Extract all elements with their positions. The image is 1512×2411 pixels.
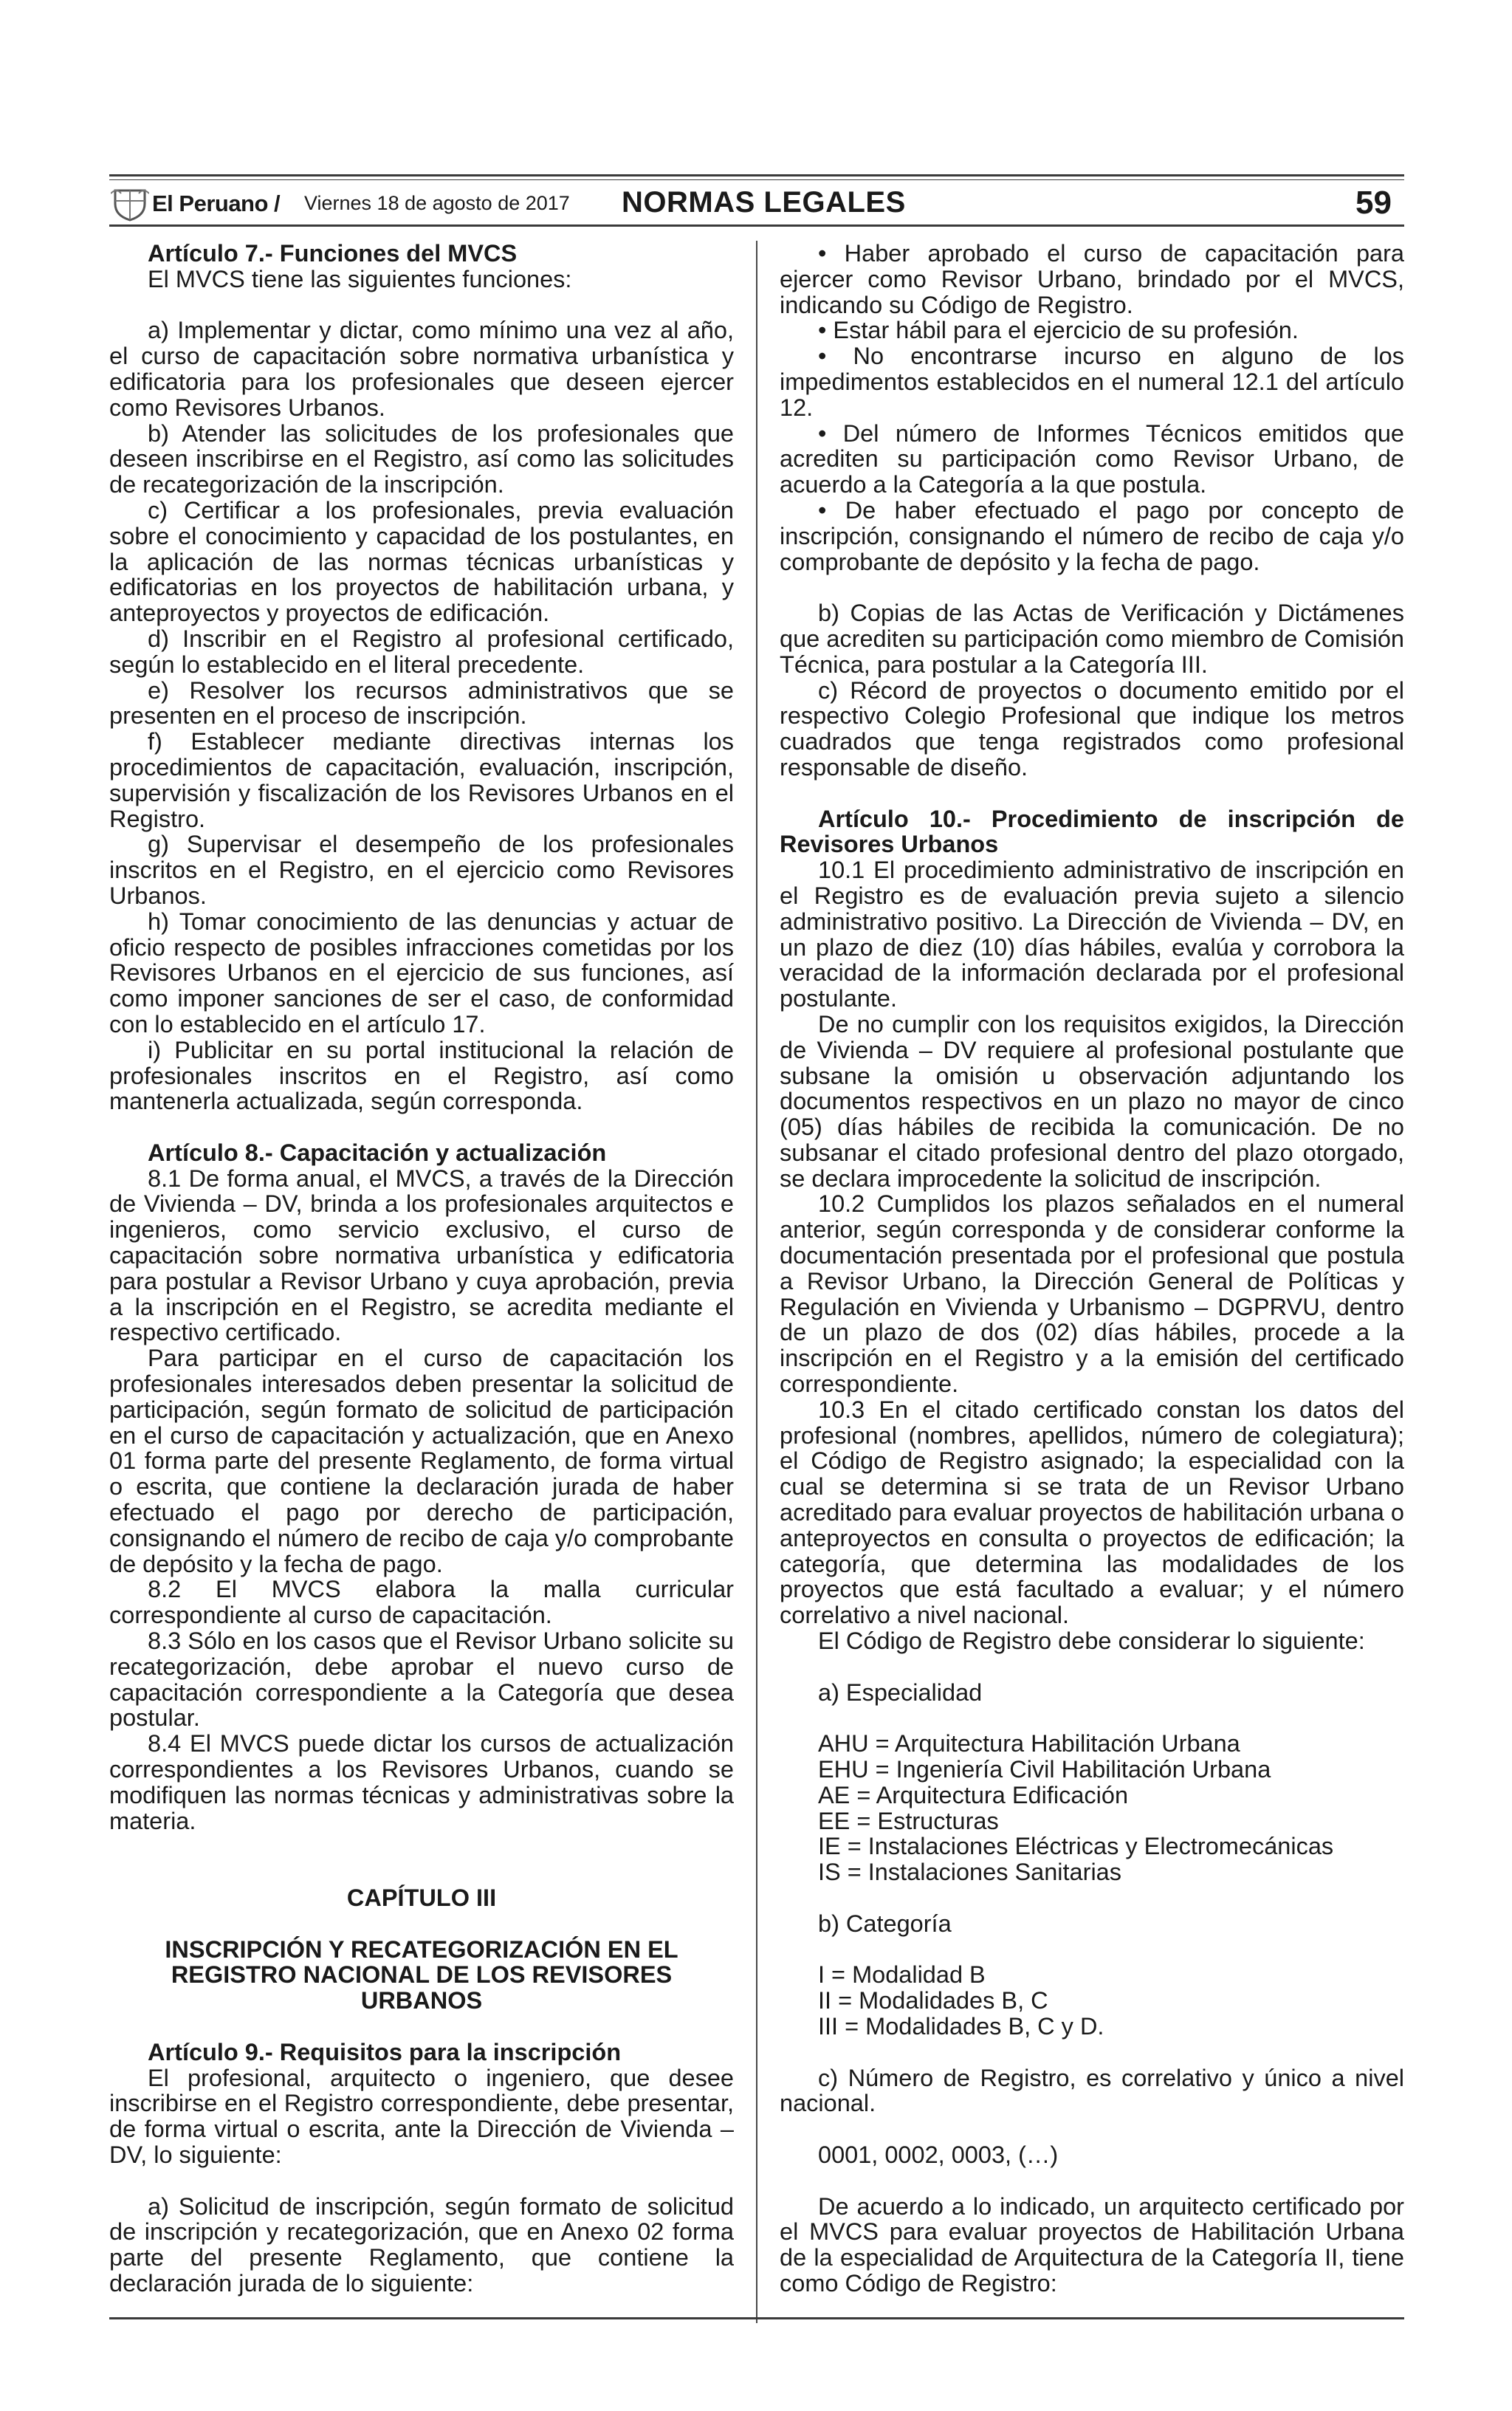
- article-7-intro: El MVCS tiene las siguientes funciones:: [148, 265, 572, 292]
- newspaper-name: El Peruano /: [152, 191, 281, 216]
- article-10-1: 10.1 El procedimiento administrativo de inscripción en el Registro es de evaluación previa sujeto a silencio administrativo positivo. La Dirección de Vivienda – DV, en un plazo de diez (10) días hábiles, evalúa y corrobora la veracidad de la información declarada por el profesional postulante.: [780, 857, 1404, 1012]
- article-10-2: 10.2 Cumplidos los plazos señalados en el numeral anterior, según corresponda y de considerar conforme la documentación presentada por el profesional que postula a Revisor Urbano, la Dirección General de Políticas y Regulación en Vivienda y Urbanismo – DGPRVU, dentro de un plazo de dos (02) días hábiles, procede a la inscripción en el Registro y a la emisión del certificado correspondiente.: [780, 1190, 1404, 1398]
- registry-code-example-intro: De acuerdo a lo indicado, un arquitecto certificado por el MVCS para evaluar proyectos de Habilitación Urbana de la especialidad de Arquitectura de la Categoría II, tiene como Código de Registro:: [780, 2192, 1404, 2297]
- requirement-bullet-4: • Del número de Informes Técnicos emitidos que acrediten su participación como Revisor Urbano, de acuerdo a la Categoría a la que postula.: [780, 419, 1404, 498]
- right-column: [780, 241, 1404, 2297]
- specialty-title: a) Especialidad: [818, 1678, 983, 1706]
- article-9-item-b: b) Copias de las Actas de Verificación y Dictámenes que acrediten su participación como miembro de Comisión Técnica, para postular a la Categoría III.: [780, 600, 1404, 678]
- article-8-title: Artículo 8.- Capacitación y actualización: [148, 1139, 607, 1166]
- article-7-item-e: e) Resolver los recursos administrativos que se presenten en el proceso de inscripción.: [109, 676, 734, 730]
- specialty-item: AHU = Arquitectura Habilitación Urbana: [818, 1730, 1240, 1757]
- article-7-item-b: b) Atender las solicitudes de los profesionales que deseen inscribirse en el Registro, así como las solicitudes de recategorización de la inscripción.: [109, 419, 734, 498]
- specialty-item: IE = Instalaciones Eléctricas y Electromecánicas: [818, 1833, 1334, 1860]
- category-item: I = Modalidad B: [818, 1961, 986, 1989]
- category-title: b) Categoría: [818, 1910, 952, 1937]
- category-item: II = Modalidades B, C: [818, 1987, 1048, 2014]
- header-rule-top: [109, 174, 1404, 176]
- article-8-4: 8.4 El MVCS puede dictar los cursos de actualización correspondientes a los Revisores Urbanos, cuando se modifiquen las normas técnicas y administrativas sobre la materia.: [109, 1730, 734, 1834]
- specialty-item: IS = Instalaciones Sanitarias: [818, 1859, 1121, 1886]
- article-9-title: Artículo 9.- Requisitos para la inscripción: [148, 2038, 622, 2065]
- specialty-item: EE = Estructuras: [818, 1807, 999, 1834]
- article-7-item-g: g) Supervisar el desempeño de los profesionales inscritos en el Registro, en el ejercicio como Revisores Urbanos.: [109, 831, 734, 909]
- article-7-item-a: a) Implementar y dictar, como mínimo una vez al año, el curso de capacitación sobre normativa urbanística y edificatoria para los profesionales que deseen ejercer como Revisores Urbanos.: [109, 317, 734, 421]
- footer-rule: [109, 2317, 1404, 2319]
- article-7-item-d: d) Inscribir en el Registro al profesional certificado, según lo establecido en el literal precedente.: [109, 625, 734, 678]
- category-item: III = Modalidades B, C y D.: [818, 2012, 1104, 2040]
- requirement-bullet-3: • No encontrarse incurso en alguno de los impedimentos establecidos en el numeral 12.1 del artículo 12.: [780, 343, 1404, 421]
- requirement-bullet-5: • De haber efectuado el pago por concepto de inscripción, consignando el número de recibo de caja y/o comprobante de depósito y la fecha de pago.: [780, 496, 1404, 575]
- left-column: [109, 241, 734, 2297]
- article-9-item-a: a) Solicitud de inscripción, según formato de solicitud de inscripción y recategorización, que en Anexo 02 forma parte del presente Reglamento, que contiene la declaración jurada de lo siguiente:: [109, 2192, 734, 2297]
- page-number: 59: [1355, 185, 1392, 221]
- article-7-item-i: i) Publicitar en su portal institucional la relación de profesionales inscritos en el Registro, así como mantenerla actualizada, según corresponda.: [109, 1036, 734, 1115]
- article-9-intro: El profesional, arquitecto o ingeniero, que desee inscribirse en el Registro correspondiente, debe presentar, de forma virtual o escrita, ante la Dirección de Vivienda – DV, lo siguiente:: [109, 2064, 734, 2168]
- registry-number-example: 0001, 0002, 0003, (…): [818, 2141, 1059, 2168]
- article-10-1-observation: De no cumplir con los requisitos exigidos, la Dirección de Vivienda – DV requiere al profesional postulante que subsane la omisión u observación adjuntando los documentos respectivos en un plazo no mayor de cinco (05) días hábiles de recibida la comunicación. De no subsanar el citado profesional dentro del plazo otorgado, se declara improcedente la solicitud de inscripción.: [780, 1010, 1404, 1192]
- article-8-1-participation: Para participar en el curso de capacitación los profesionales interesados deben presentar la solicitud de participación, según formato de solicitud de participación en el curso de capacitación y actualización, que en Anexo 01 forma parte del presente Reglamento, de forma virtual o escrita, que contiene la declaración jurada de haber efectuado el pago por derecho de participación, consignando el número de recibo de caja y/o comprobante de depósito y la fecha de pago.: [109, 1345, 734, 1577]
- chapter-title: INSCRIPCIÓN Y RECATEGORIZACIÓN EN EL REGISTRO NACIONAL DE LOS REVISORES URBANOS: [165, 1935, 678, 2014]
- header-rule-top-thin: [109, 179, 1404, 180]
- publication-date: Viernes 18 de agosto de 2017: [304, 192, 570, 214]
- section-title: NORMAS LEGALES: [622, 186, 906, 219]
- chapter-number: CAPÍTULO III: [346, 1884, 497, 1911]
- coat-of-arms-icon: [111, 186, 149, 222]
- article-8-1: 8.1 De forma anual, el MVCS, a través de la Dirección de Vivienda – DV, brinda a los profesionales arquitectos e ingenieros, como servicio exclusivo, el curso de capacitación sobre normativa urbanística y edificatoria para postular a Revisor Urbano y cuya aprobación, previa a la inscripción en el Registro, se acredita mediante el respectivo certificado.: [109, 1165, 734, 1346]
- header-rule-bottom: [109, 224, 1404, 227]
- article-7-item-c: c) Certificar a los profesionales, previa evaluación sobre el conocimiento y capacidad de los postulantes, en la aplicación de las normas técnicas urbanísticas y edificatorias en los proyectos de habilitación urbana, y anteproyectos y proyectos de edificación.: [109, 496, 734, 627]
- registry-number-title: c) Número de Registro, es correlativo y único a nivel nacional.: [780, 2064, 1404, 2117]
- specialty-item: EHU = Ingeniería Civil Habilitación Urbana: [818, 1756, 1271, 1783]
- article-8-2: 8.2 El MVCS elabora la malla curricular correspondiente al curso de capacitación.: [109, 1576, 734, 1629]
- requirement-bullet-2: • Estar hábil para el ejercicio de su profesión.: [818, 317, 1299, 344]
- article-9-item-c: c) Récord de proyectos o documento emitido por el respectivo Colegio Profesional que indique los metros cuadrados que tenga registrados como profesional responsable de diseño.: [780, 676, 1404, 781]
- article-8-3: 8.3 Sólo en los casos que el Revisor Urbano solicite su recategorización, debe aprobar el nuevo curso de capacitación correspondiente a la Categoría que desea postular.: [109, 1628, 734, 1732]
- article-10-3: 10.3 En el citado certificado constan los datos del profesional (nombres, apellidos, número de colegiatura); el Código de Registro asignado; la especialidad con la cual se determina si se trata de un Revisor Urbano acreditado para evaluar proyectos de habilitación urbana o anteproyectos en consulta o proyectos de edificación; la categoría, que determina las modalidades de los proyectos que está facultado a evaluar; y el número correlativo a nivel nacional.: [780, 1396, 1404, 1629]
- registry-code-intro: El Código de Registro debe considerar lo siguiente:: [818, 1628, 1365, 1655]
- article-7-item-f: f) Establecer mediante directivas internas los procedimientos de capacitación, evaluación, inscripción, supervisión y fiscalización de los Revisores Urbanos en el Registro.: [109, 728, 734, 832]
- article-7-item-h: h) Tomar conocimiento de las denuncias y actuar de oficio respecto de posibles infracciones cometidas por los Revisores Urbanos en el ejercicio de sus funciones, así como imponer sanciones de ser el caso, de conformidad con lo establecido en el artículo 17.: [109, 908, 734, 1038]
- requirement-bullet-1: • Haber aprobado el curso de capacitación para ejercer como Revisor Urbano, brindado por el MVCS, indicando su Código de Registro.: [780, 240, 1404, 318]
- specialty-item: AE = Arquitectura Edificación: [818, 1781, 1129, 1808]
- column-divider: [756, 241, 757, 2323]
- article-7-title: Artículo 7.- Funciones del MVCS: [148, 240, 518, 267]
- article-10-title: Artículo 10.- Procedimiento de inscripción de Revisores Urbanos: [780, 805, 1404, 858]
